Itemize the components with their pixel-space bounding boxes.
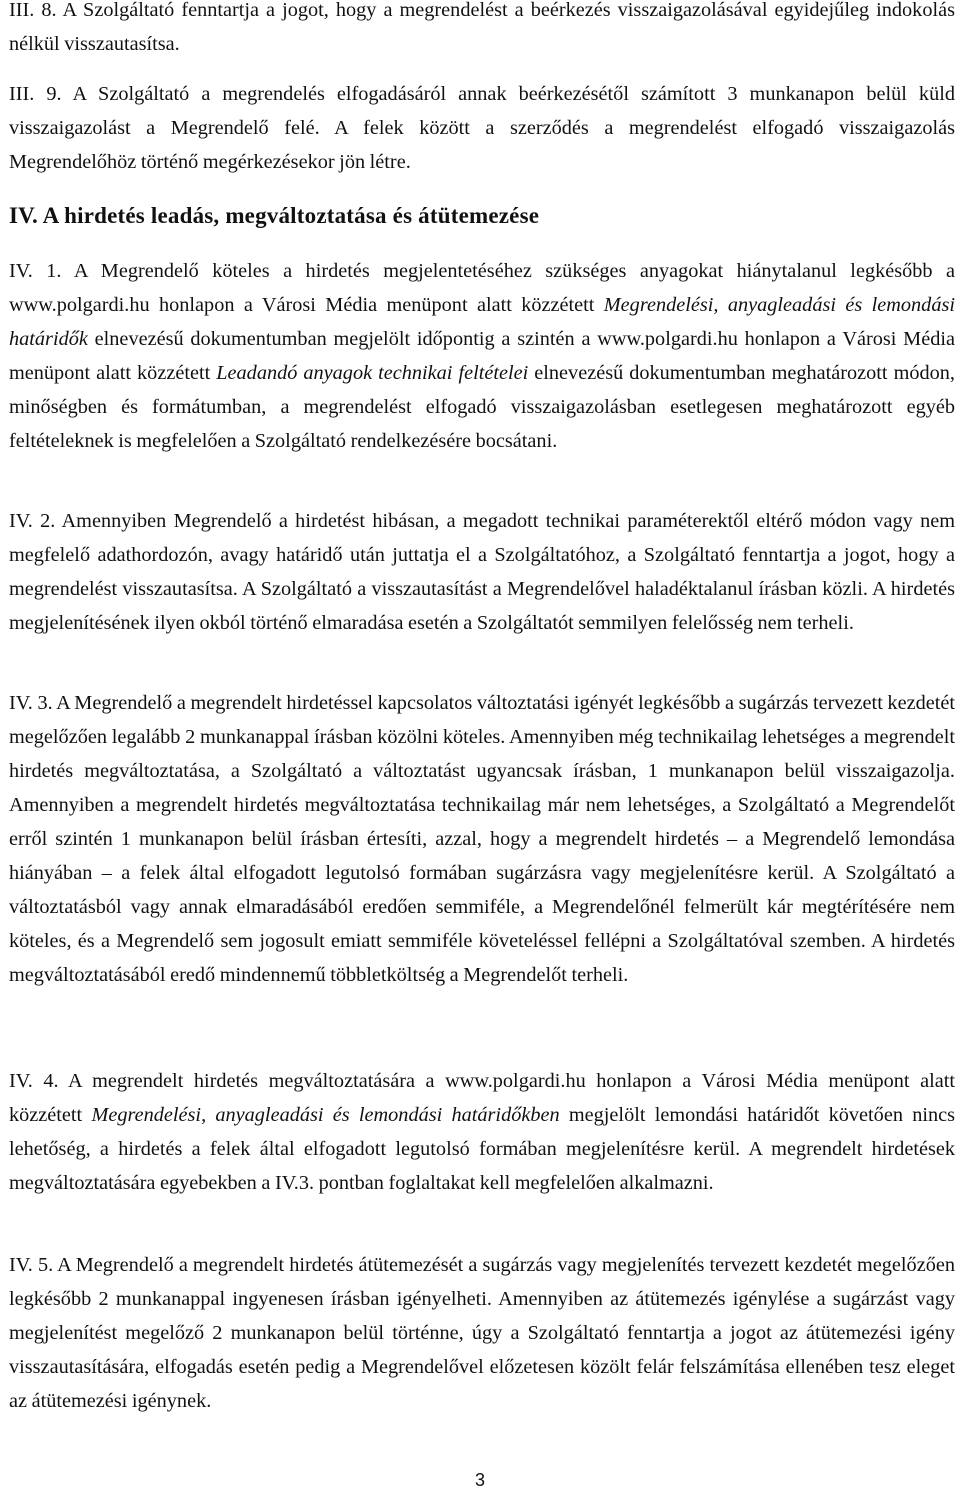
paragraph-iii-9: III. 9. A Szolgáltató a megrendelés elfogadásáról annak beérkezésétől számított 3 munkanapon belül küld visszaigazolást a Megrendelő felé. A felek között a szerződés a megrendelést elfogadó visszaigazolás Megrendelőhöz történő megérkezésekor jön létre.	[9, 83, 955, 173]
paragraph-iii-8: III. 8. A Szolgáltató fenntartja a jogot, hogy a megrendelést a beérkezés visszaigazolásával egyidejűleg indokolás nélkül visszautasítsa.	[9, 0, 955, 55]
page-number: 3	[474, 1470, 485, 1490]
paragraph-iv-4	[9, 1064, 955, 1200]
paragraph-iv-1-text-b: elnevezésű dokumentumban megjelölt időpontig a szintén a www.polgardi.hu honlapon a Városi Média menüpont alatt közzétett	[9, 328, 955, 384]
paragraph-iv-4-text-b: megjelölt lemondási határidőt követően nincs lehetőség, a hirdetés a felek által elfogadott legutolsó formában megjelenítésre kerül. A megrendelt hirdetések megváltoztatására egyebekben a IV.3. pontban foglaltakat kell megfelelően alkalmazni.	[9, 1104, 956, 1194]
paragraph-iv-4-text-a: IV. 4. A megrendelt hirdetés megváltoztatására a www.polgardi.hu honlapon a Városi Média menüpont alatt közzétett	[9, 1070, 955, 1126]
section-heading-iv: IV. A hirdetés leadás, megváltoztatása és átütemezése	[9, 203, 540, 228]
paragraph-iv-2: IV. 2. Amennyiben Megrendelő a hirdetést hibásan, a megadott technikai paraméterektől eltérő módon vagy nem megfelelő adathordozón, avagy határidő után juttatja el a Szolgáltatóhoz, a Szolgáltató fenntartja a jogot, hogy a megrendelést visszautasítsa. A Szolgáltató a visszautasítást a Megrendelővel haladéktalanul írásban közli. A hirdetés megjelenítésének ilyen okból történő elmaradása esetén a Szolgáltatót semmilyen felelősség nem terheli.	[9, 510, 955, 634]
paragraph-iv-1-text-c: elnevezésű dokumentumban meghatározott módon, minőségben és formátumban, a megrendelést elfogadó visszaigazolásban esetlegesen meghatározott egyéb feltételeknek is megfelelően a Szolgáltató rendelkezésére bocsátani.	[9, 362, 955, 452]
paragraph-iv-5: IV. 5. A Megrendelő a megrendelt hirdetés átütemezését a sugárzás vagy megjelenítés tervezett kezdetét megelőzően legkésőbb 2 munkanappal ingyenesen írásban igényelheti. Amennyiben az átütemezés igénylése a sugárzást vagy megjelenítést megelőző 2 munkanapon belül történne, úgy a Szolgáltató fenntartja a jogot az átütemezési igény visszautasítására, elfogadás esetén pedig a Megrendelővel előzetesen közölt felár felszámítása ellenében tesz eleget az átütemezési igénynek.	[9, 1254, 955, 1412]
document-title-deadlines-ref: Megrendelési, anyagleadási és lemondási határidőkben	[91, 1104, 560, 1126]
document-title-technical-conditions: Leadandó anyagok technikai feltételei	[216, 362, 529, 384]
document-title-deadlines: Megrendelési, anyagleadási és lemondási határidők	[9, 294, 955, 350]
paragraph-iv-1-text-a: IV. 1. A Megrendelő köteles a hirdetés megjelentetéséhez szükséges anyagokat hiánytalanul legkésőbb a www.polgardi.hu honlapon a Városi Média menüpont alatt közzétett	[9, 260, 955, 316]
paragraph-iv-3: IV. 3. A Megrendelő a megrendelt hirdetéssel kapcsolatos változtatási igényét legkésőbb a sugárzás tervezett kezdetét megelőzően legalább 2 munkanappal írásban közölni köteles. Amennyiben még technikailag lehetséges a megrendelt hirdetés megváltoztatása, a Szolgáltató a változtatást ugyancsak írásban, 1 munkanapon belül visszaigazolja. Amennyiben a megrendelt hirdetés megváltoztatása technikailag már nem lehetséges, a Szolgáltató a Megrendelőt erről szintén 1 munkanapon belül írásban értesíti, azzal, hogy a megrendelt hirdetés – a Megrendelő lemondása hiányában – a felek által elfogadott legutolsó formában sugárzásra vagy megjelenítésre kerül. A Szolgáltató a változtatásból vagy annak elmaradásából eredően semmiféle, a Megrendelőnél felmerült kár megtérítésére nem köteles, és a Megrendelő sem jogosult emiatt semmiféle követeléssel fellépni a Szolgáltatóval szemben. A hirdetés megváltoztatásából eredő mindennemű többletköltség a Megrendelőt terheli.	[9, 692, 955, 986]
paragraph-iv-1	[9, 254, 955, 458]
